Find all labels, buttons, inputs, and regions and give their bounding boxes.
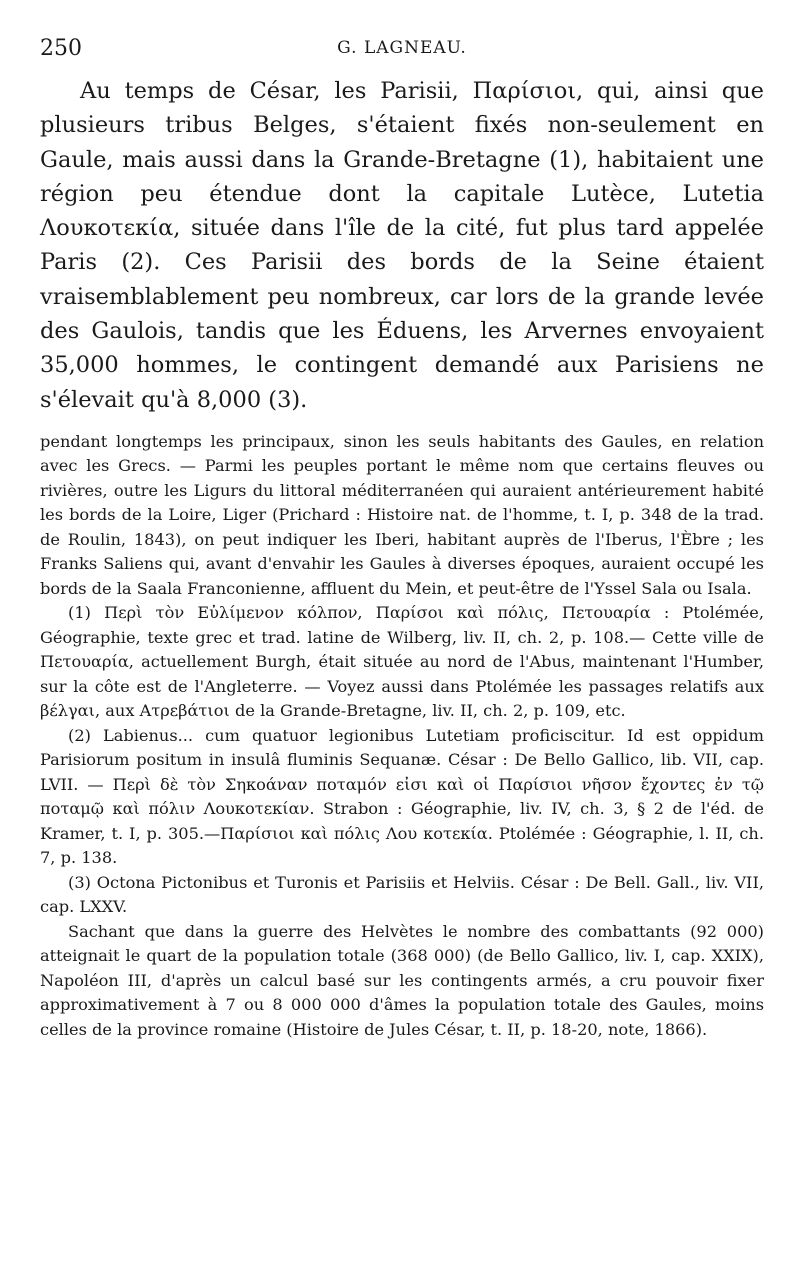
running-head: G. LAGNEAU. [337, 38, 467, 58]
footnote-1: (1) Περὶ τὸν Εὐλίμενον κόλπον, Παρίσοι καὶ πόλις, Πετουαρία : Ptolémée, Géographie, texte grec et trad. latine de Wilberg, liv. II, ch. 2, p. 108.— Cette ville de Πετουαρία, actuellement Burgh, était située au nord de l'Abus, maintenant l'Humber, sur la côte est de l'Angleterre. — Voyez aussi dans Ptolémée les passages relatifs aux βέλγαι, aux Ατρεβάτιοι de la Grande-Bretagne, liv. II, ch. 2, p. 109, etc. [40, 603, 764, 721]
footnote-2: (2) Labienus... cum quatuor legionibus Lutetiam proficiscitur. Id est oppidum Parisiorum positum in insulâ fluminis Sequanæ. César : De Bello Gallico, lib. VII, cap. LVII. — Περὶ δὲ τὸν Σηκοάναν ποταμόν εἰσι καὶ οἱ Παρίσιοι νῆσον ἔχοντες ἐν τῷ ποταμῷ καὶ πόλιν Λουκοτεκίαν. Strabon : Géographie, liv. IV, ch. 3, § 2 de l'éd. de Kramer, t. I, p. 305.—Παρίσιοι καὶ πόλις Λου κοτεκία. Ptolémée : Géographie, l. II, ch. 7, p. 138. [40, 725, 764, 868]
notes-section [40, 430, 764, 1043]
page-number: 250 [40, 36, 82, 61]
main-text [40, 74, 764, 417]
final-paragraph: Sachant que dans la guerre des Helvètes le nombre des combattants (92 000) atteignait le quart de la population totale (368 000) (de Bello Gallico, liv. I, cap. XXIX), Napoléon III, d'après un calcul basé sur les contingents armés, a cru pouvoir fixer approximativement à 7 ou 8 000 000 d'âmes la population totale des Gaules, moins celles de la province romaine (Histoire de Jules César, t. II, p. 18-20, note, 1866). [40, 921, 764, 1039]
note-continuation: pendant longtemps les principaux, sinon les seuls habitants des Gaules, en relation avec les Grecs. — Parmi les peuples portant le même nom que certains fleuves ou rivières, outre les Ligurs du littoral méditerranéen qui auraient antérieurement habité les bords de la Loire, Liger (Prichard : Histoire nat. de l'homme, t. I, p. 348 de la trad. de Roulin, 1843), on peut indiquer les Iberi, habitant auprès de l'Iberus, l'Èbre ; les Franks Saliens qui, avant d'envahir les Gaules à diverses époques, auraient occupé les bords de la Saala Franconienne, affluent du Mein, et peut-être de l'Yssel Sala ou Isala. [40, 431, 764, 598]
page-header [40, 30, 764, 66]
footnote-3: (3) Octona Pictonibus et Turonis et Parisiis et Helviis. César : De Bell. Gall., liv. VII, cap. LXXV. [40, 872, 764, 917]
main-paragraph: Au temps de César, les Parisii, Παρίσιοι, qui, ainsi que plusieurs tribus Belges, s'étaient fixés non-seulement en Gaule, mais aussi dans la Grande-Bretagne (1), habitaient une région peu étendue dont la capitale Lutèce, Lutetia Λουκοτεκία, située dans l'île de la cité, fut plus tard appelée Paris (2). Ces Parisii des bords de la Seine étaient vraisemblablement peu nombreux, car lors de la grande levée des Gaulois, tandis que les Éduens, les Arvernes envoyaient 35,000 hommes, le contingent demandé aux Parisiens ne s'élevait qu'à 8,000 (3). [40, 78, 764, 413]
